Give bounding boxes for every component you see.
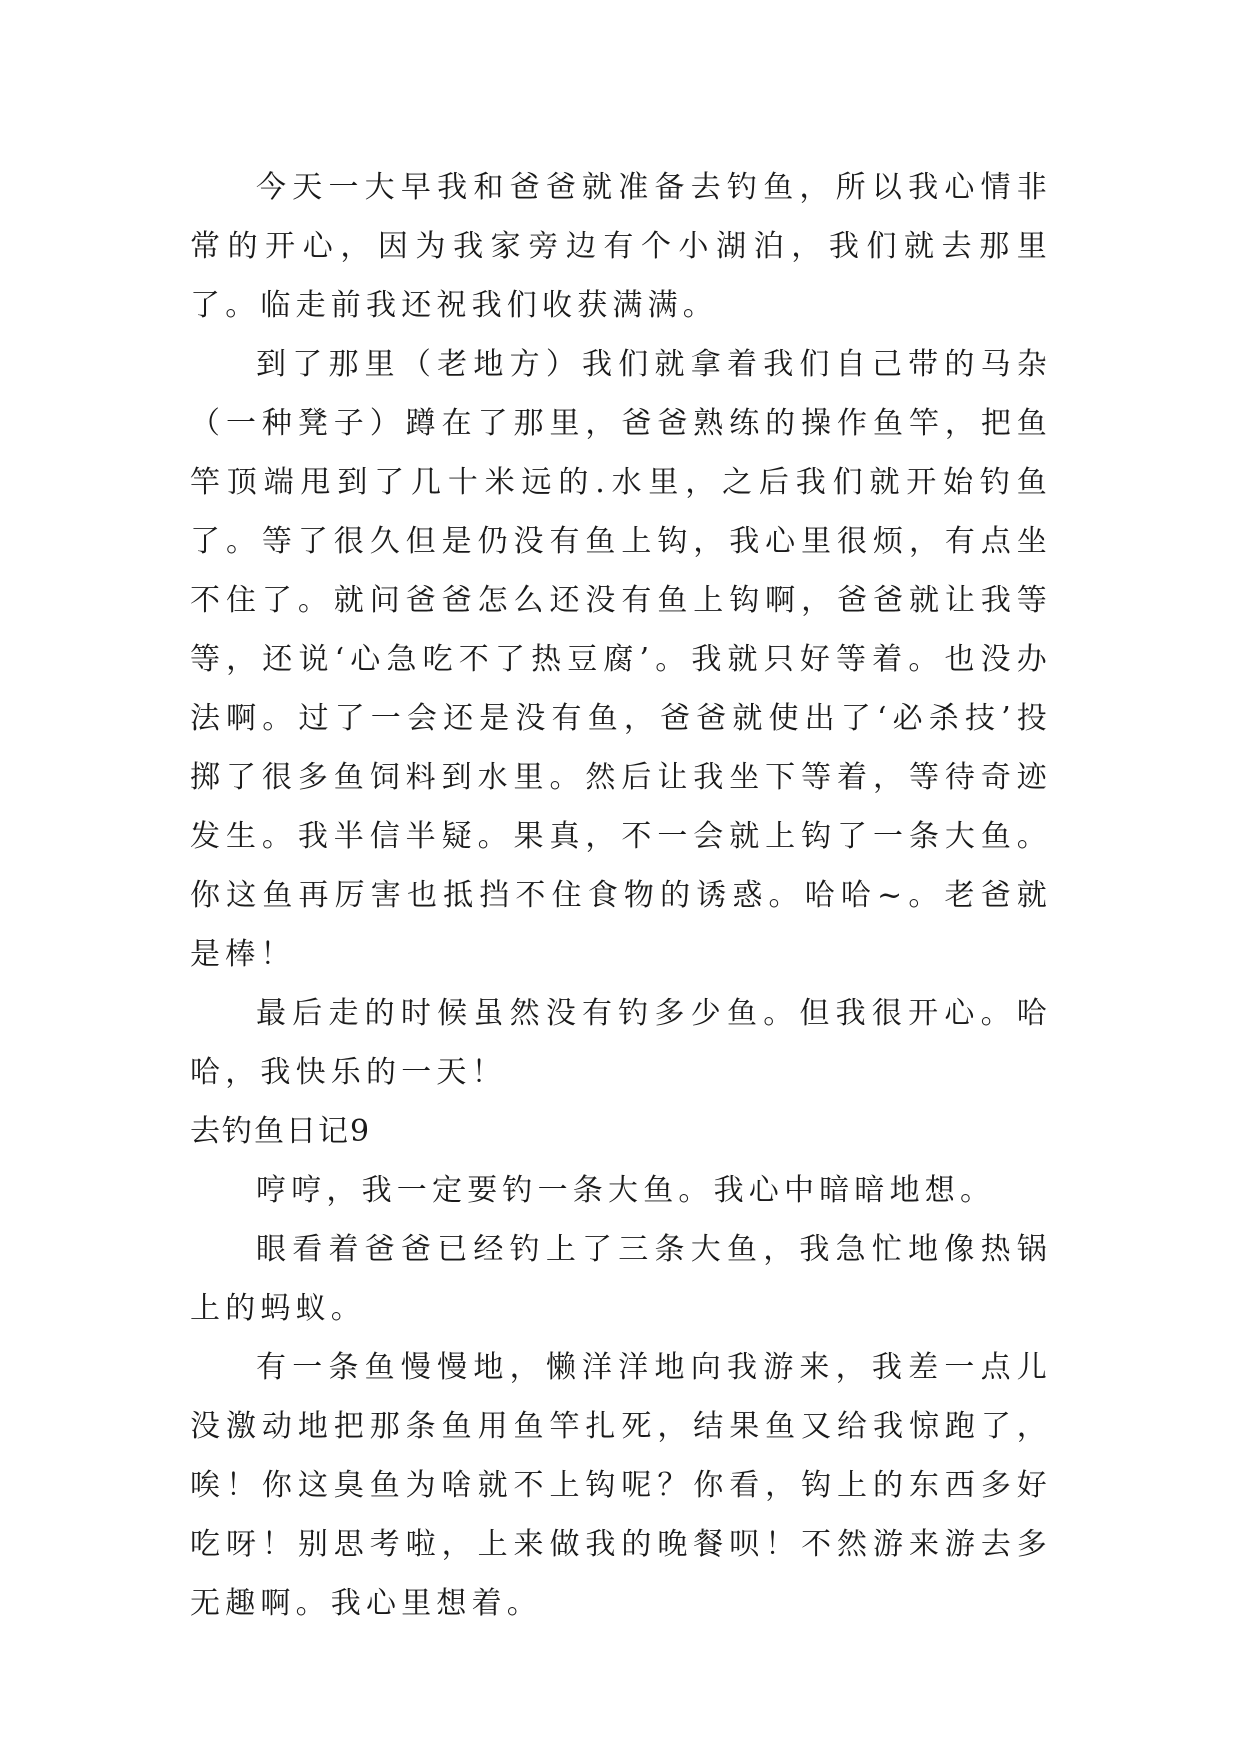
paragraph-5: 眼看着爸爸已经钓上了三条大鱼，我急忙地像热锅上的蚂蚁。 bbox=[190, 1232, 1052, 1326]
section-heading: 去钓鱼日记9 bbox=[190, 1114, 372, 1149]
paragraph-6: 有一条鱼慢慢地，懒洋洋地向我游来，我差一点儿没激动地把那条鱼用鱼竿扎死，结果鱼又给我惊跑了，唉！你这臭鱼为啥就不上钩呢？你看，钩上的东西多好吃呀！别思考啦，上来做我的晚餐呗！不然游来游去多无趣啊。我心里想着。 bbox=[190, 1350, 1052, 1621]
paragraph-2: 到了那里（老地方）我们就拿着我们自己带的马杂（一种凳子）蹲在了那里，爸爸熟练的操作鱼竿，把鱼竿顶端甩到了几十米远的.水里，之后我们就开始钓鱼了。等了很久但是仍没有鱼上钩，我心里很烦，有点坐不住了。就问爸爸怎么还没有鱼上钩啊，爸爸就让我等等，还说‘心急吃不了热豆腐’。我就只好等着。也没办法啊。过了一会还是没有鱼，爸爸就使出了‘必杀技’投掷了很多鱼饲料到水里。然后让我坐下等着，等待奇迹发生。我半信半疑。果真，不一会就上钩了一条大鱼。你这鱼再厉害也抵挡不住食物的诱惑。哈哈~。老爸就是棒！ bbox=[190, 347, 1052, 972]
paragraph-1: 今天一大早我和爸爸就准备去钓鱼，所以我心情非常的开心，因为我家旁边有个小湖泊，我们就去那里了。临走前我还祝我们收获满满。 bbox=[190, 170, 1052, 323]
document-page bbox=[190, 158, 1052, 1633]
paragraph-4: 哼哼，我一定要钓一条大鱼。我心中暗暗地想。 bbox=[256, 1173, 996, 1208]
paragraph-3: 最后走的时候虽然没有钓多少鱼。但我很开心。哈哈，我快乐的一天！ bbox=[190, 996, 1052, 1090]
